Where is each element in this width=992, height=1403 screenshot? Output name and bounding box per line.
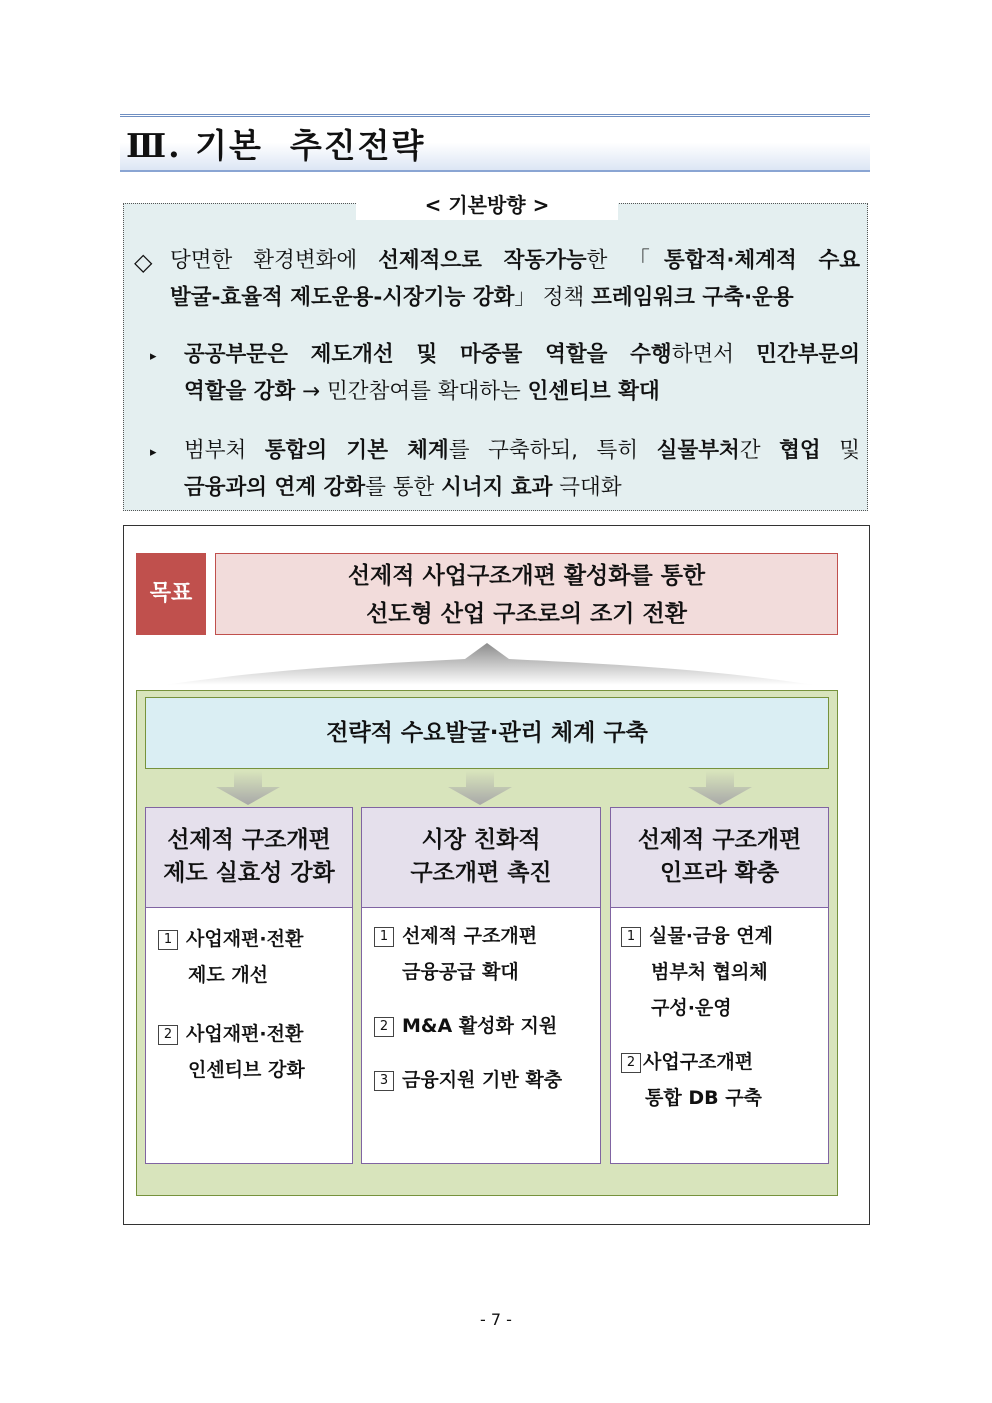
column-3-body (610, 908, 829, 1164)
column-1-title: 선제적 구조개편 제도 실효성 강화 (145, 807, 353, 908)
strategy-box: 전략적 수요발굴·관리 체계 구축 (145, 697, 829, 769)
down-arrow-icon (688, 771, 752, 805)
list-item: 3 금융지원 기반 확충 (374, 1062, 562, 1098)
header-rule-top (120, 114, 870, 117)
goal-box (215, 553, 838, 635)
list-item: 1 실물·금융 연계 범부처 협의체 구성·운영 (621, 918, 773, 1026)
direction-heading: < 기본방향 > (356, 190, 618, 220)
direction-paragraph-3: 범부처 통합의 기본 체계를 구축하되, 특히 실물부처간 협업 및 금융과의 연계 강화를 통한 시너지 효과 극대화 (184, 438, 860, 500)
page-number: - 7 - (480, 1310, 512, 1329)
column-1-body (145, 908, 353, 1164)
goal-line-2: 선도형 산업 구조로의 조기 전환 (366, 601, 687, 627)
header-rule-bottom (120, 170, 870, 172)
column-2-title: 시장 친화적 구조개편 촉진 (361, 807, 601, 908)
goal-label: 목표 (136, 553, 206, 635)
list-item: 1 선제적 구조개편 금융공급 확대 (374, 918, 537, 990)
triangle-bullet: ▸ (150, 445, 157, 460)
section-title: Ⅲ. 기본 추진전략 (126, 126, 426, 165)
direction-paragraph-1: 당면한 환경변화에 선제적으로 작동가능한 「통합적·체계적 수요 발굴-효율적 제도운용-시장기능 강화」 정책 프레임워크 구축·운용 (170, 248, 860, 310)
direction-paragraph-2: 공공부문은 제도개선 및 마중물 역할을 수행하면서 민간부문의 역할을 강화 → 민간참여를 확대하는 인센티브 확대 (184, 342, 860, 404)
list-item: 1 사업재편·전환 제도 개선 (158, 921, 303, 993)
list-item: 2 사업재편·전환 인센티브 강화 (158, 1016, 305, 1088)
diamond-bullet: ◇ (134, 248, 153, 276)
list-item: 2 M&A 활성화 지원 (374, 1008, 557, 1044)
list-item: 2 사업구조개편 통합 DB 구축 (621, 1044, 762, 1116)
down-arrow-icon (448, 771, 512, 805)
triangle-bullet: ▸ (150, 349, 157, 364)
column-2-body (361, 908, 601, 1164)
up-arrow-icon (165, 643, 815, 687)
column-3-title: 선제적 구조개편 인프라 확충 (610, 807, 829, 908)
down-arrow-icon (216, 771, 280, 805)
goal-line-1: 선제적 사업구조개편 활성화를 통한 (347, 563, 706, 589)
